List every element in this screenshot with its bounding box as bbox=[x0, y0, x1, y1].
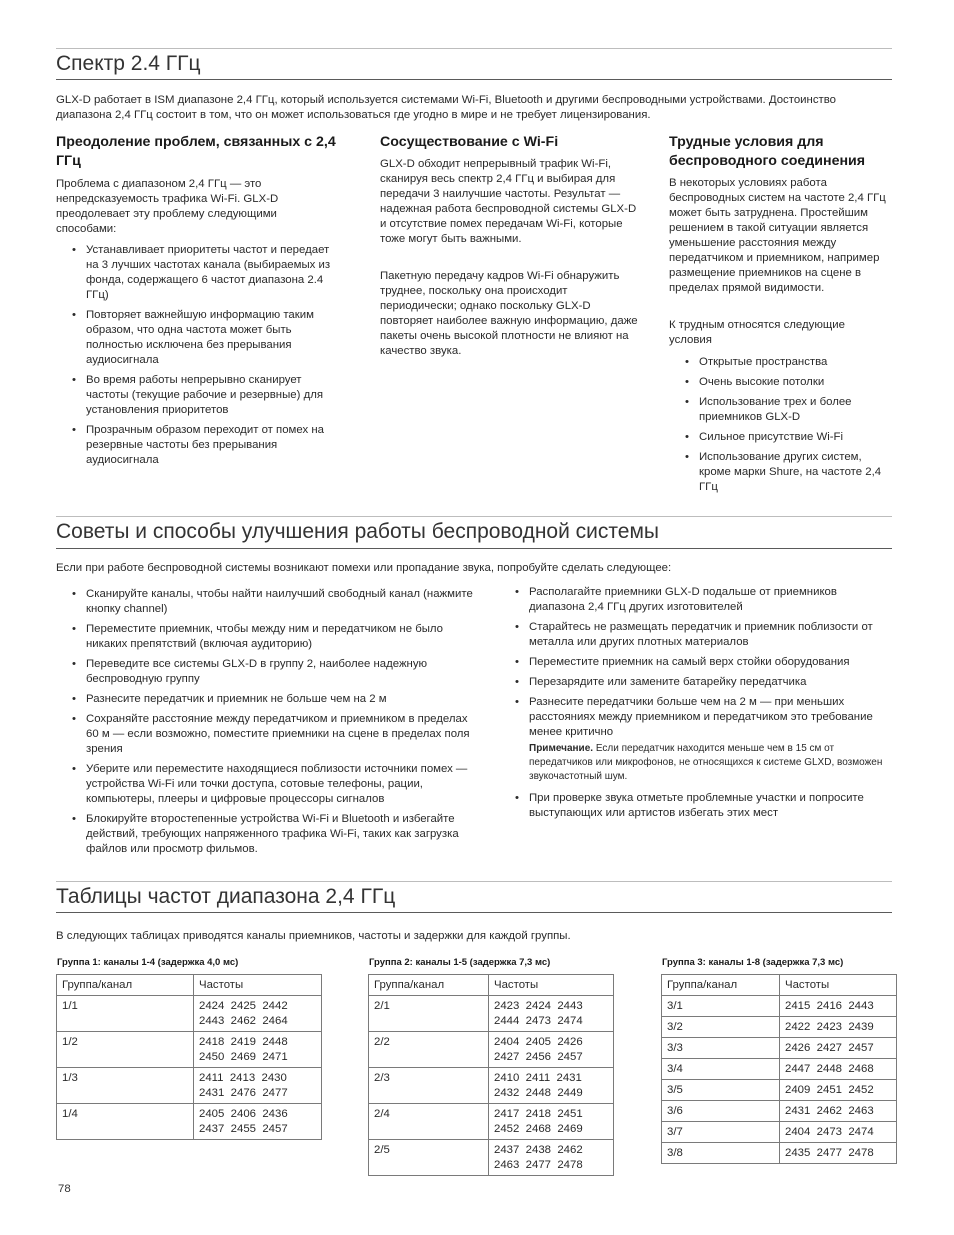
list-item: • Открытые пространства bbox=[684, 355, 892, 370]
difficult-conditions-p2: К трудным относятся следующие условия bbox=[669, 319, 845, 346]
table-row bbox=[57, 996, 322, 1032]
channel-cell: 2/3 bbox=[369, 1068, 489, 1104]
table-header-row bbox=[369, 975, 614, 996]
channel-cell: 3/3 bbox=[662, 1038, 780, 1059]
list-item: • Во время работы непрерывно сканирует частоты (текущие рабочие и резервные) для установления приоритетов bbox=[71, 373, 343, 418]
column-header-group-channel: Группа/канал bbox=[662, 975, 780, 996]
channel-cell: 2/4 bbox=[369, 1104, 489, 1140]
note-text: Если передатчик находится меньше чем в 15 см от передатчиков или микрофонов, не относящихся к системе GLXD, возможен звукочастотный шум. bbox=[529, 743, 883, 782]
table-row bbox=[369, 1104, 614, 1140]
list-item: • Старайтесь не размещать передатчик и приемник поблизости от металла или других плотных материалов bbox=[514, 620, 894, 650]
table-row bbox=[662, 1101, 897, 1122]
list-item: • Уберите или переместите находящиеся поблизости источники помех — устройства Wi-Fi или точки доступа, сотовые телефоны, рации, компьютеры, плееры и цифровые процессоры сигналов bbox=[71, 762, 476, 807]
list-item: • Сохраняйте расстояние между передатчиком и приемником в пределах 60 м — если возможно, поместите приемники на сцене в пределах поля зрения bbox=[71, 712, 476, 757]
page-number: 78 bbox=[58, 1183, 71, 1195]
table-row bbox=[57, 1032, 322, 1068]
table-header-row bbox=[57, 975, 322, 996]
channel-cell: 1/2 bbox=[57, 1032, 194, 1068]
list-item: • Переместите приемник на самый верх стойки оборудования bbox=[514, 655, 894, 670]
table-caption-group-2: Группа 2: каналы 1-5 (задержка 7,3 мс) bbox=[369, 957, 551, 968]
list-item: • Повторяет важнейшую информацию таким образом, что одна частота может быть полностью исключена без прерывания аудиосигнала bbox=[71, 308, 343, 368]
column-header-frequencies: Частоты bbox=[780, 975, 897, 996]
list-item: • Сильное присутствие Wi-Fi bbox=[684, 430, 892, 445]
frequency-cell: 2424 2425 2442 2443 2462 2464 bbox=[194, 996, 322, 1032]
frequency-cell: 2422 2423 2439 bbox=[780, 1017, 897, 1038]
tables-intro: В следующих таблицах приводятся каналы приемников, частоты и задержки для каждой группы. bbox=[56, 930, 571, 942]
list-item: • Использование других систем, кроме марки Shure, на частоте 2,4 ГГц bbox=[684, 450, 892, 495]
table-caption-group-3: Группа 3: каналы 1-8 (задержка 7,3 мс) bbox=[662, 957, 844, 968]
table-row bbox=[369, 996, 614, 1032]
list-item: • Блокируйте второстепенные устройства Wi-Fi и Bluetooth и избегайте действий, требующих напряженного трафика Wi-Fi, таких как загрузка файлов или просмотр фильмов. bbox=[71, 812, 476, 857]
table-row bbox=[662, 1143, 897, 1164]
difficult-conditions-list bbox=[684, 355, 892, 500]
frequency-cell: 2437 2438 2462 2463 2477 2478 bbox=[489, 1140, 614, 1176]
table-row bbox=[662, 996, 897, 1017]
frequency-cell: 2418 2419 2448 2450 2469 2471 bbox=[194, 1032, 322, 1068]
wifi-coexistence-p1: GLX-D обходит непрерывный трафик Wi-Fi, сканируя весь спектр 2,4 ГГц и выбирая для передачи 3 наилучшие частоты. Результат — надежная работа беспроводной системы GLX-D и отсутствие помех передачам Wi-Fi, которые тоже могут быть важными. bbox=[380, 158, 637, 245]
list-item: • Разнесите передатчик и приемник не больше чем на 2 м bbox=[71, 692, 476, 707]
table-row bbox=[57, 1068, 322, 1104]
section-title-frequency-tables: Таблицы частот диапазона 2,4 ГГц bbox=[56, 885, 396, 908]
overcoming-list bbox=[71, 243, 343, 473]
frequency-cell: 2410 2411 2431 2432 2448 2449 bbox=[489, 1068, 614, 1104]
frequency-cell: 2435 2477 2478 bbox=[780, 1143, 897, 1164]
column-header-frequencies: Частоты bbox=[194, 975, 322, 996]
table-header-row bbox=[662, 975, 897, 996]
channel-cell: 3/4 bbox=[662, 1059, 780, 1080]
channel-cell: 2/2 bbox=[369, 1032, 489, 1068]
list-item: • Использование трех и более приемников GLX-D bbox=[684, 395, 892, 425]
section-rule-bottom bbox=[56, 548, 892, 549]
table-row bbox=[369, 1068, 614, 1104]
section-title-tips: Советы и способы улучшения работы беспроводной системы bbox=[56, 520, 659, 543]
tips-list-right bbox=[514, 585, 894, 826]
list-item: • Переведите все системы GLX-D в группу 2, наиболее надежную беспроводную группу bbox=[71, 657, 476, 687]
note bbox=[514, 742, 894, 784]
overcoming-text: Проблема с диапазоном 2,4 ГГц — это непредсказуемость трафика Wi-Fi. GLX-D преодолевает эту проблему следующими способами: bbox=[56, 178, 279, 235]
channel-cell: 1/1 bbox=[57, 996, 194, 1032]
frequency-table-group-3 bbox=[661, 974, 897, 1164]
heading-wifi-coexistence: Сосуществование с Wi-Fi bbox=[380, 134, 559, 150]
channel-cell: 2/5 bbox=[369, 1140, 489, 1176]
frequency-table-group-1 bbox=[56, 974, 322, 1140]
frequency-cell: 2423 2424 2443 2444 2473 2474 bbox=[489, 996, 614, 1032]
list-item: • Сканируйте каналы, чтобы найти наилучший свободный канал (нажмите кнопку channel) bbox=[71, 587, 476, 617]
section-rule-bottom bbox=[56, 912, 892, 913]
frequency-cell: 2409 2451 2452 bbox=[780, 1080, 897, 1101]
table-row bbox=[662, 1059, 897, 1080]
section-rule-top bbox=[56, 881, 892, 882]
tips-list-left bbox=[71, 587, 476, 862]
section-rule-top bbox=[56, 48, 892, 49]
channel-cell: 1/4 bbox=[57, 1104, 194, 1140]
list-item: • При проверке звука отметьте проблемные участки и попросите выступающих или артистов избегать этих мест bbox=[514, 791, 894, 821]
frequency-cell: 2426 2427 2457 bbox=[780, 1038, 897, 1059]
column-header-group-channel: Группа/канал bbox=[57, 975, 194, 996]
channel-cell: 2/1 bbox=[369, 996, 489, 1032]
list-item: • Разнесите передатчики больше чем на 2 м — при меньших расстояниях между приемником и передатчиком это требование менее критично bbox=[514, 695, 894, 740]
channel-cell: 3/7 bbox=[662, 1122, 780, 1143]
channel-cell: 3/1 bbox=[662, 996, 780, 1017]
note-label: Примечание. bbox=[529, 743, 594, 754]
list-item: • Устанавливает приоритеты частот и передает на 3 лучших частотах канала (выбираемых из фонда, содержащего 6 частот диапазона 2.4 ГГц) bbox=[71, 243, 343, 303]
channel-cell: 3/8 bbox=[662, 1143, 780, 1164]
frequency-cell: 2411 2413 2430 2431 2476 2477 bbox=[194, 1068, 322, 1104]
table-row bbox=[57, 1104, 322, 1140]
frequency-cell: 2404 2473 2474 bbox=[780, 1122, 897, 1143]
list-item: • Очень высокие потолки bbox=[684, 375, 892, 390]
table-row bbox=[369, 1032, 614, 1068]
section-rule-top bbox=[56, 516, 892, 517]
frequency-cell: 2404 2405 2426 2427 2456 2457 bbox=[489, 1032, 614, 1068]
list-item: • Прозрачным образом переходит от помех на резервные частоты без прерывания аудиосигнала bbox=[71, 423, 343, 468]
channel-cell: 3/2 bbox=[662, 1017, 780, 1038]
column-header-group-channel: Группа/канал bbox=[369, 975, 489, 996]
spectrum-intro: GLX-D работает в ISM диапазоне 2,4 ГГц, который используется системами Wi-Fi, Bluetooth и другими беспроводными устройствами. Достоинство диапазона 2,4 ГГц состоит в том, что он может использоваться где угодно в мире и не требует лицензирования. bbox=[56, 94, 836, 121]
heading-overcoming: Преодоление проблем, связанных с 2,4 ГГц bbox=[56, 134, 336, 169]
tips-intro: Если при работе беспроводной системы возникают помехи или пропадание звука, попробуйте сделать следующее: bbox=[56, 562, 672, 574]
frequency-cell: 2417 2418 2451 2452 2468 2469 bbox=[489, 1104, 614, 1140]
list-item: • Располагайте приемники GLX-D подальше от приемников диапазона 2,4 ГГц других изготовителей bbox=[514, 585, 894, 615]
section-rule-bottom bbox=[56, 79, 892, 80]
frequency-table-group-2 bbox=[368, 974, 614, 1176]
table-caption-group-1: Группа 1: каналы 1-4 (задержка 4,0 мс) bbox=[57, 957, 239, 968]
section-title-spectrum: Спектр 2.4 ГГц bbox=[56, 52, 201, 75]
table-row bbox=[369, 1140, 614, 1176]
table-row bbox=[662, 1122, 897, 1143]
table-row bbox=[662, 1080, 897, 1101]
channel-cell: 3/6 bbox=[662, 1101, 780, 1122]
difficult-conditions-p1: В некоторых условиях работа беспроводных систем на частоте 2,4 ГГц может быть затруднена. Простейшим решением в такой ситуации является уменьшение расстояния между передатчиком и приемником, например размещение приемников на сцене в пределах прямой видимости. bbox=[669, 177, 886, 294]
channel-cell: 1/3 bbox=[57, 1068, 194, 1104]
heading-difficult-conditions: Трудные условия для беспроводного соединения bbox=[669, 134, 866, 169]
channel-cell: 3/5 bbox=[662, 1080, 780, 1101]
column-header-frequencies: Частоты bbox=[489, 975, 614, 996]
list-item: • Переместите приемник, чтобы между ним и передатчиком не было никаких препятствий (включая аудиторию) bbox=[71, 622, 476, 652]
table-row bbox=[662, 1017, 897, 1038]
wifi-coexistence-p2: Пакетную передачу кадров Wi-Fi обнаружить труднее, поскольку она происходит периодически; однако поскольку GLX-D повторяет наиболее важную информацию, даже пакеты очень высокой плотности не влияют на качество звука. bbox=[380, 270, 638, 357]
frequency-cell: 2431 2462 2463 bbox=[780, 1101, 897, 1122]
frequency-cell: 2405 2406 2436 2437 2455 2457 bbox=[194, 1104, 322, 1140]
frequency-cell: 2415 2416 2443 bbox=[780, 996, 897, 1017]
list-item: • Перезарядите или замените батарейку передатчика bbox=[514, 675, 894, 690]
frequency-cell: 2447 2448 2468 bbox=[780, 1059, 897, 1080]
table-row bbox=[662, 1038, 897, 1059]
